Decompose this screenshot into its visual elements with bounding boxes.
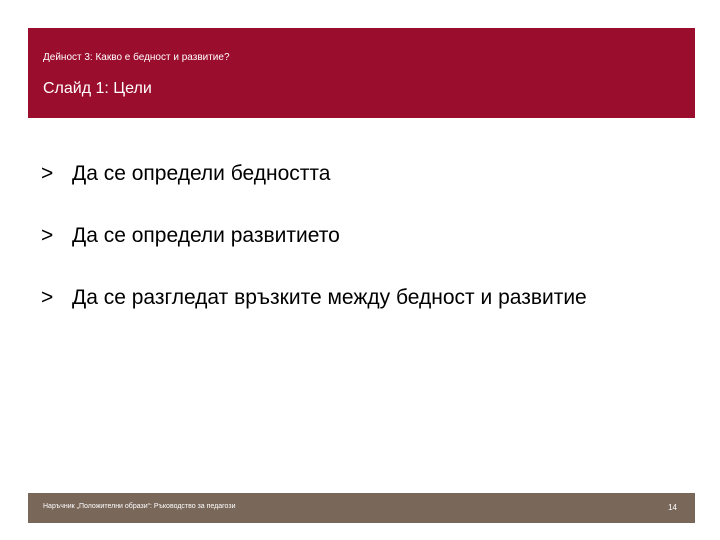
- page-number: 14: [668, 503, 677, 512]
- bullet-arrow-icon: >: [41, 286, 54, 309]
- slide-title: Слайд 1: Цели: [43, 80, 152, 97]
- objective-text: Да се разгледат връзките между бедност и развитие: [72, 286, 587, 309]
- objectives-list: [40, 160, 660, 346]
- bullet-arrow-icon: >: [41, 224, 54, 247]
- slide-footer: [28, 493, 695, 523]
- slide-header: [28, 28, 695, 118]
- objective-item: [40, 284, 660, 311]
- objective-text: Да се определи бедността: [72, 162, 331, 185]
- objective-item: [40, 160, 660, 187]
- objective-item: [40, 222, 660, 249]
- bullet-arrow-icon: >: [41, 162, 54, 185]
- objective-text: Да се определи развитието: [72, 224, 340, 247]
- footer-source-text: Наръчник „Положителни образи“: Ръководство за педагози: [43, 503, 236, 510]
- activity-subtitle: Дейност 3: Какво е бедност и развитие?: [43, 52, 230, 63]
